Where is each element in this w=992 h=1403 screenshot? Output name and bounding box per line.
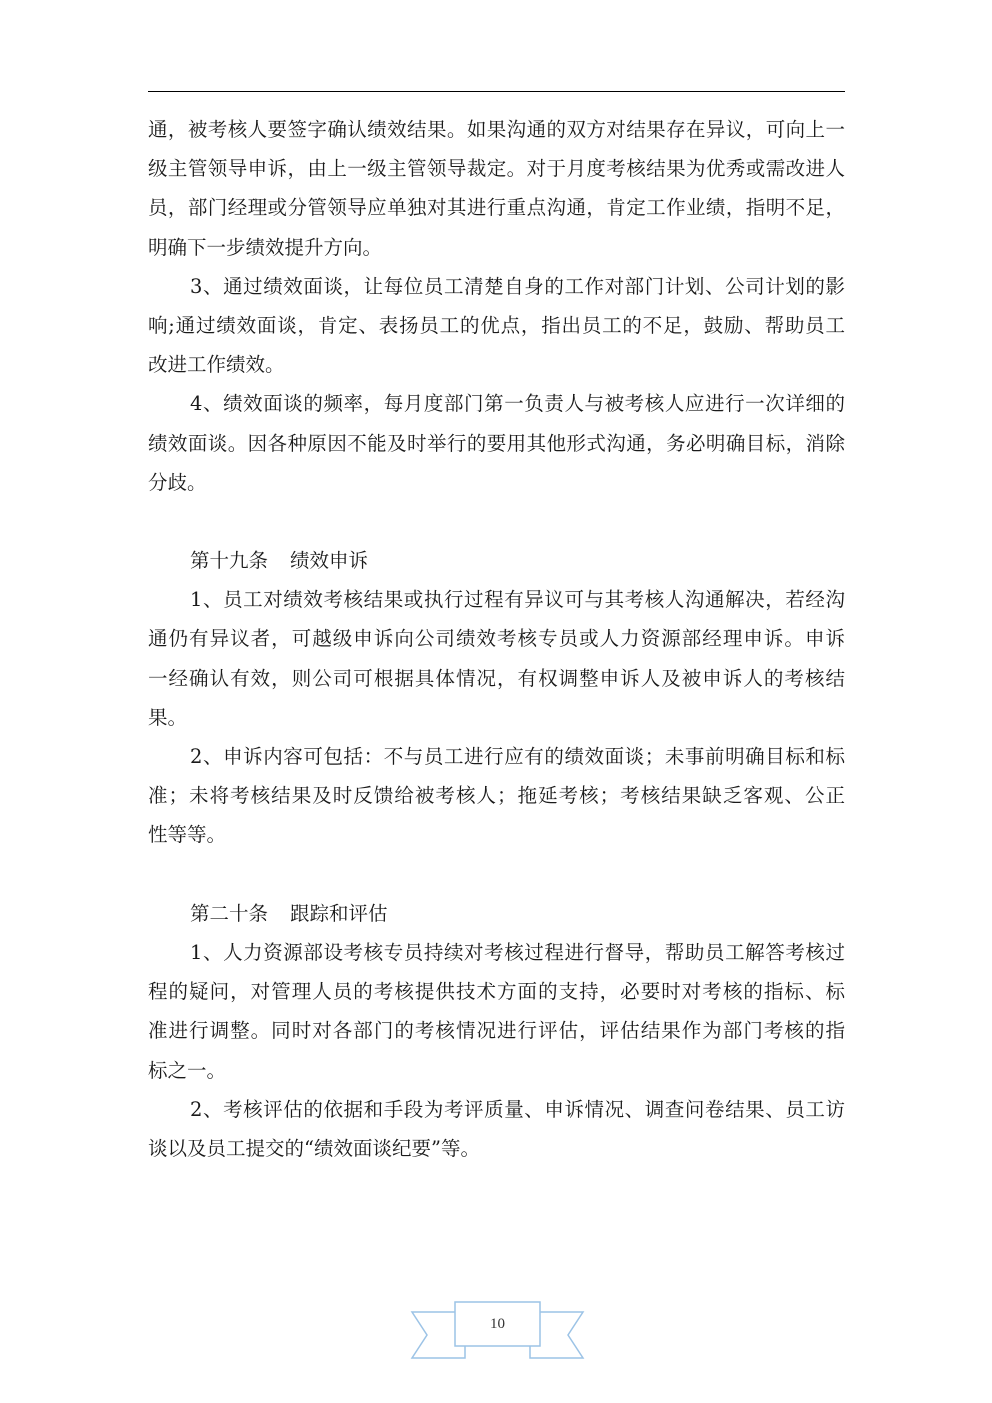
- text-line: 1、人力资源部设考核专员持续对考核过程进行督导，帮助员工解答考核过: [190, 940, 845, 964]
- blank-line: [148, 502, 845, 541]
- text-line: 绩效面谈。因各种原因不能及时举行的要用其他形式沟通，务必明确目标，消除: [148, 431, 845, 455]
- article-number: 第二十条: [190, 901, 269, 925]
- text-line: 3、通过绩效面谈，让每位员工清楚自身的工作对部门计划、公司计划的影: [190, 274, 845, 298]
- text-line: 2、申诉内容可包括：不与员工进行应有的绩效面谈；未事前明确目标和标: [190, 745, 845, 768]
- text-line: 4、绩效面谈的频率，每月度部门第一负责人与被考核人应进行一次详细的: [190, 392, 845, 416]
- text-line: 果。: [148, 705, 188, 729]
- page-number: 10: [490, 1316, 505, 1332]
- text-line: 2、考核评估的依据和手段为考评质量、申诉情况、调查问卷结果、员工访: [190, 1097, 845, 1121]
- text-line: 标之一。: [148, 1058, 227, 1082]
- header-rule: [148, 91, 845, 92]
- article-heading: [148, 541, 845, 580]
- text-line: 明确下一步绩效提升方向。: [148, 235, 383, 259]
- text-line: 级主管领导申诉，由上一级主管领导裁定。对于月度考核结果为优秀或需改进人: [148, 157, 845, 181]
- blank-line: [148, 855, 845, 894]
- text-line: 程的疑问，对管理人员的考核提供技术方面的支持，必要时对考核的指标、标: [148, 980, 845, 1004]
- article-title: 跟踪和评估: [290, 901, 388, 925]
- article-title: 绩效申诉: [290, 549, 369, 573]
- text-line: 谈以及员工提交的“绩效面谈纪要”等。: [148, 1136, 480, 1160]
- text-line: 通，被考核人要签字确认绩效结果。如果沟通的双方对结果存在异议，可向上一: [148, 118, 845, 141]
- text-line: 员，部门经理或分管领导应单独对其进行重点沟通，肯定工作业绩，指明不足，: [148, 196, 845, 220]
- text-line: 响;通过绩效面谈，肯定、表扬员工的优点，指出员工的不足，鼓励、帮助员工: [148, 313, 845, 337]
- article-number: 第十九条: [190, 549, 269, 573]
- text-line: 分歧。: [148, 470, 207, 494]
- article-heading: [148, 894, 845, 933]
- text-line: 1、员工对绩效考核结果或执行过程有异议可与其考核人沟通解决，若经沟: [190, 588, 845, 612]
- text-line: 通仍有异议者，可越级申诉向公司绩效考核专员或人力资源部经理申诉。申诉: [148, 627, 845, 651]
- text-line: 一经确认有效，则公司可根据具体情况，有权调整申诉人及被申诉人的考核结: [148, 666, 845, 690]
- text-line: 改进工作绩效。: [148, 353, 285, 377]
- document-body: [148, 110, 845, 1168]
- text-line: 准；未将考核结果及时反馈给被考核人；拖延考核；考核结果缺乏客观、公正: [148, 784, 845, 808]
- text-line: 性等等。: [148, 823, 227, 847]
- text-line: 准进行调整。同时对各部门的考核情况进行评估，评估结果作为部门考核的指: [148, 1019, 845, 1043]
